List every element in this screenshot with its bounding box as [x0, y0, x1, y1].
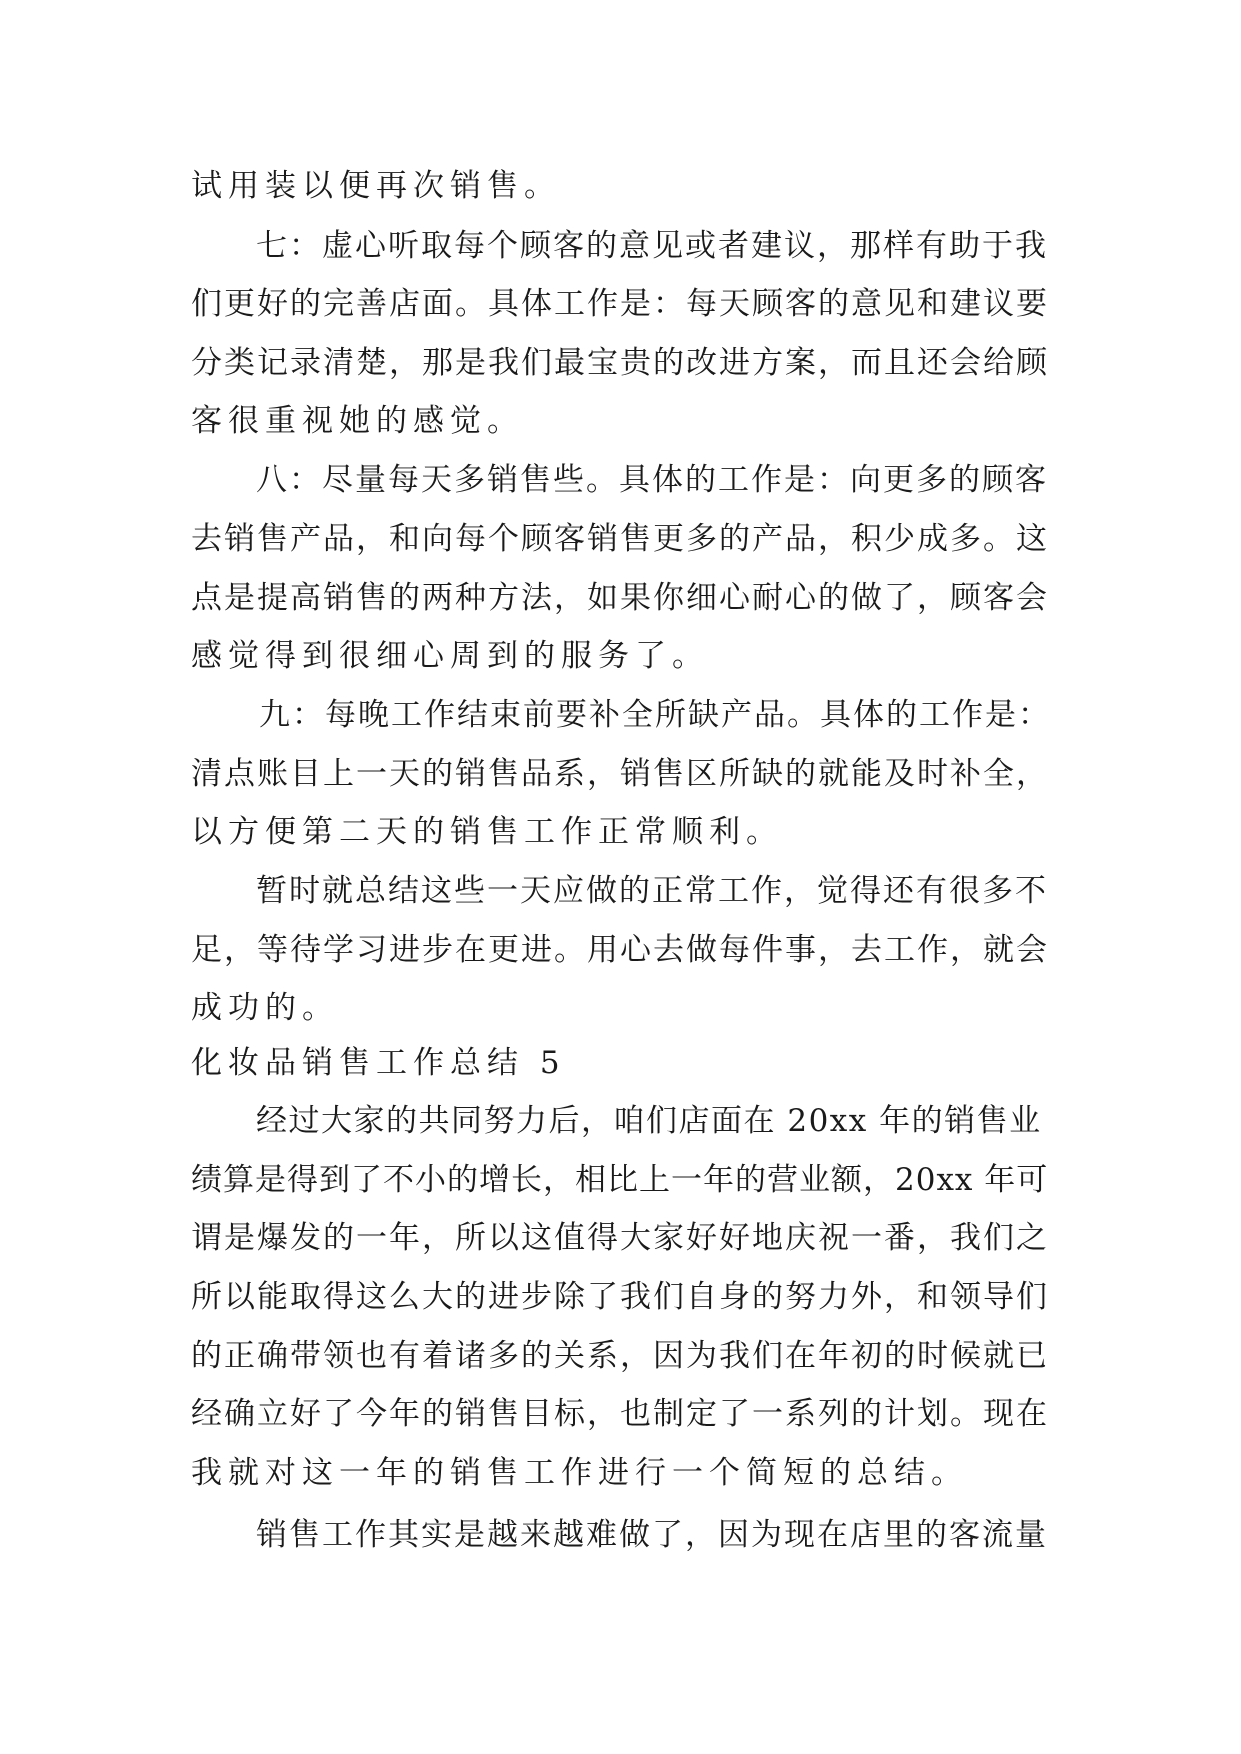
text-line: 所以能取得这么大的进步除了我们自身的努力外，和领导们	[191, 1279, 1049, 1315]
text-line: 经过大家的共同努力后，咱们店面在 20xx 年的销售业	[256, 1103, 1042, 1139]
text-line: 七：虚心听取每个顾客的意见或者建议，那样有助于我	[256, 228, 1048, 264]
text-line: 九：每晚工作结束前要补全所缺产品。具体的工作是：	[259, 697, 1051, 733]
text-line: 的正确带领也有着诸多的关系，因为我们在年初的时候就已	[191, 1338, 1049, 1374]
text-line: 以方便第二天的销售工作正常顺利。	[191, 814, 783, 850]
text-line: 分类记录清楚，那是我们最宝贵的改进方案，而且还会给顾	[191, 345, 1049, 381]
text-line: 八：尽量每天多销售些。具体的工作是：向更多的顾客	[256, 462, 1048, 498]
text-line: 清点账目上一天的销售品系，销售区所缺的就能及时补全，	[191, 756, 1049, 792]
text-line: 试用装以便再次销售。	[191, 168, 561, 204]
text-line: 销售工作其实是越来越难做了，因为现在店里的客流量	[256, 1517, 1048, 1553]
text-line: 绩算是得到了不小的增长，相比上一年的营业额，20xx 年可	[191, 1162, 1049, 1198]
text-line: 成功的。	[191, 990, 339, 1026]
text-line: 谓是爆发的一年，所以这值得大家好好地庆祝一番，我们之	[191, 1220, 1049, 1256]
text-line: 足，等待学习进步在更进。用心去做每件事，去工作，就会	[191, 932, 1049, 968]
text-line: 客很重视她的感觉。	[191, 403, 524, 439]
text-line: 点是提高销售的两种方法，如果你细心耐心的做了，顾客会	[191, 580, 1049, 616]
text-line: 去销售产品，和向每个顾客销售更多的产品，积少成多。这	[191, 521, 1049, 557]
text-line: 暂时就总结这些一天应做的正常工作，觉得还有很多不	[256, 873, 1048, 909]
text-line: 们更好的完善店面。具体工作是：每天顾客的意见和建议要	[191, 286, 1049, 322]
section-heading: 化妆品销售工作总结 5	[191, 1045, 566, 1081]
text-line: 经确立好了今年的销售目标，也制定了一系列的计划。现在	[191, 1396, 1049, 1432]
text-line: 感觉得到很细心周到的服务了。	[191, 638, 709, 674]
text-line: 我就对这一年的销售工作进行一个简短的总结。	[191, 1455, 968, 1491]
